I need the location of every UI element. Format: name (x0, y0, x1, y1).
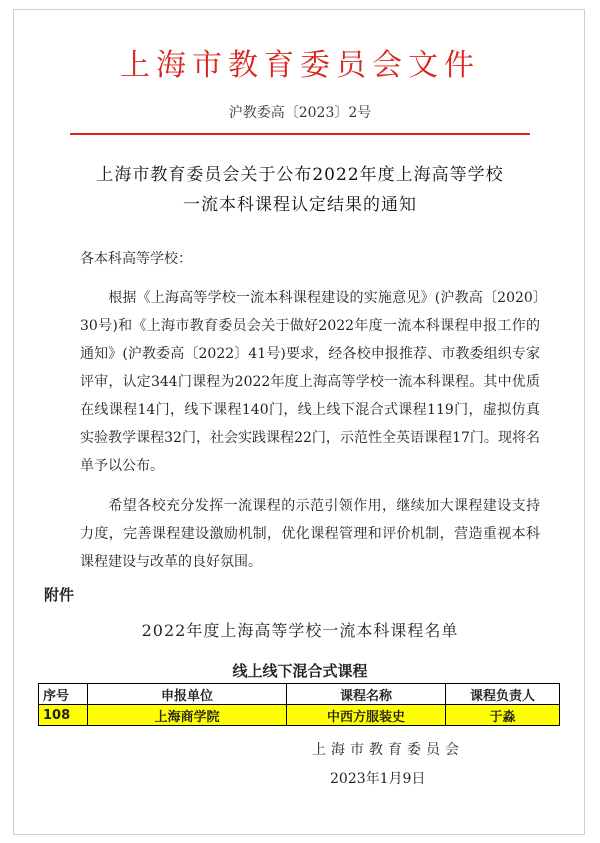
notice-title-line-1: 上海市教育委员会关于公布2022年度上海高等学校 (96, 165, 504, 185)
column-header-unit: 申报单位 (88, 684, 287, 705)
body-paragraph-2-text: 希望各校充分发挥一流课程的示范引领作用，继续加大课程建设支持力度，完善课程建设激励机制，优化课程管理和评价机制，营造重视本科课程建设与改革的良好氛围。 (80, 498, 540, 570)
cell-number: 108 (39, 705, 88, 726)
table-row (39, 705, 560, 726)
issue-date: 2023年1月9日 (330, 771, 426, 787)
course-table (38, 683, 560, 726)
cell-lead: 于淼 (446, 705, 560, 726)
cell-unit: 上海商学院 (88, 705, 287, 726)
document-number: 沪教委高〔2023〕2号 (228, 105, 372, 121)
column-header-course: 课程名称 (287, 684, 446, 705)
column-header-lead: 课程负责人 (446, 684, 560, 705)
attachment-label: 附件 (44, 586, 75, 604)
notice-title-line-2: 一流本科课程认定结果的通知 (183, 195, 417, 215)
attachment-title: 2022年度上海高等学校一流本科课程名单 (141, 621, 459, 640)
body-paragraph-1 (80, 284, 540, 480)
column-header-number: 序号 (39, 684, 88, 705)
body-paragraph-2 (80, 492, 540, 576)
cell-course: 中西方服装史 (287, 705, 446, 726)
red-divider-line (70, 133, 530, 135)
body-paragraph-1-text: 根据《上海高等学校一流本科课程建设的实施意见》(沪教高〔2020〕30号)和《上海市教育委员会关于做好2022年度一流本科课程申报工作的通知》(沪教委高〔2022〕41号)要求，经各校申报推荐、市教委组织专家评审，认定344门课程为2022年度上海高等学校一流本科课程。其中优质在线课程14门，线下课程140门，线上线下混合式课程119门，虚拟仿真实验教学课程32门，社会实践课程22门，示范性全英语课程17门。现将名单予以公布。 (80, 290, 540, 474)
table-title: 线上线下混合式课程 (232, 662, 368, 680)
table-header-row (39, 684, 560, 705)
signature: 上海市教育委员会 (312, 742, 464, 758)
masthead-title: 上海市教育委员会文件 (120, 48, 480, 83)
salutation: 各本科高等学校： (80, 251, 192, 267)
